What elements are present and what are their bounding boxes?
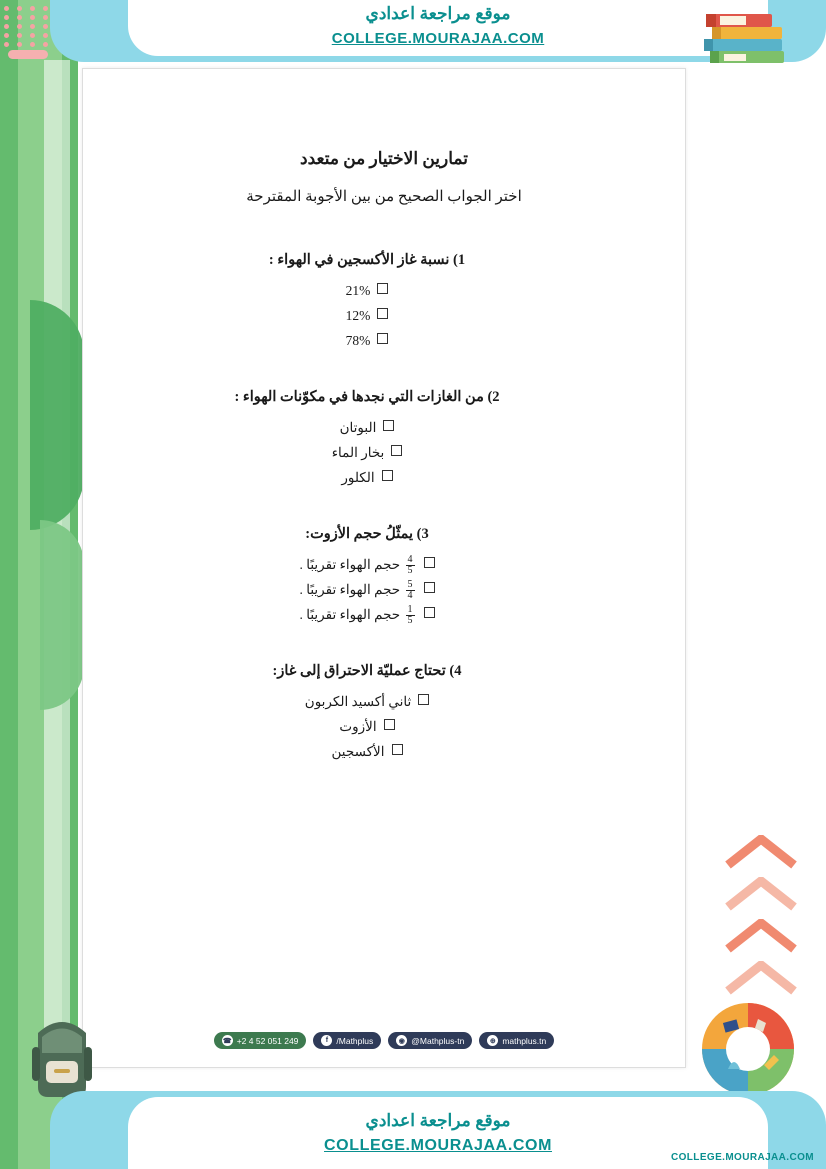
social-pill-label: /Mathplus	[336, 1035, 374, 1046]
fraction-numerator: 5	[407, 578, 413, 590]
checkbox-icon[interactable]	[384, 719, 395, 730]
option-row[interactable]	[83, 303, 651, 328]
chevron-decoration-2	[724, 877, 798, 911]
checkbox-icon[interactable]	[377, 283, 388, 294]
option-row[interactable]	[83, 415, 651, 440]
checkbox-icon[interactable]	[377, 308, 388, 319]
social-pill[interactable]	[388, 1032, 472, 1049]
header-title: موقع مراجعة اعدادي	[365, 4, 511, 23]
option-list	[83, 415, 651, 490]
chevron-decoration-4	[724, 961, 798, 995]
leaf-shape-1	[30, 300, 84, 530]
fraction	[406, 555, 415, 577]
question-text: 1) نسبة غاز الأكسجين في الهواء :	[268, 252, 466, 268]
option-list	[83, 278, 651, 353]
option-label: حجم الهواء تقريبًا .	[299, 582, 401, 597]
books-illustration-icon	[698, 8, 802, 72]
question-block	[83, 663, 685, 764]
question-list	[83, 252, 685, 764]
worksheet-content	[83, 149, 685, 800]
option-label: 78%	[345, 333, 371, 348]
option-row[interactable]	[83, 465, 651, 490]
option-label: الأزوت	[339, 719, 377, 734]
social-pill-label: @Mathplus-tn	[411, 1035, 465, 1046]
option-row[interactable]	[83, 602, 651, 627]
footer-corner-credit: COLLEGE.MOURAJAA.COM	[671, 1152, 814, 1163]
checkbox-icon[interactable]	[424, 557, 435, 568]
option-label: 12%	[345, 308, 371, 323]
option-label: البوتان	[339, 420, 377, 435]
fraction	[406, 605, 415, 627]
option-row[interactable]	[83, 552, 651, 577]
option-row[interactable]	[83, 278, 651, 303]
instagram-icon: ◉	[396, 1035, 407, 1046]
social-pill[interactable]	[479, 1032, 554, 1049]
fraction-denominator: 5	[407, 615, 413, 627]
question-text: 4) تحتاج عمليّة الاحتراق إلى غاز:	[272, 663, 462, 679]
social-pill[interactable]	[313, 1032, 381, 1049]
pink-strip-2	[8, 50, 48, 59]
fraction-numerator: 1	[407, 603, 413, 615]
question-block	[83, 252, 685, 353]
fraction-denominator: 5	[407, 565, 413, 577]
checkbox-icon[interactable]	[418, 694, 429, 705]
option-row[interactable]	[83, 328, 651, 353]
question-text: 3) يمثّلُ حجم الأزوت:	[305, 526, 429, 542]
science-badge-icon	[698, 999, 798, 1099]
footer-url: COLLEGE.MOURAJAA.COM	[324, 1137, 552, 1154]
phone-icon: ☎	[222, 1035, 233, 1046]
chevron-decoration-3	[724, 919, 798, 953]
fraction-numerator: 4	[407, 553, 413, 565]
social-pill-bar	[83, 1032, 685, 1049]
worksheet-sheet	[82, 68, 686, 1068]
chevron-decoration-1	[724, 835, 798, 869]
option-row[interactable]	[83, 739, 651, 764]
header-url: COLLEGE.MOURAJAA.COM	[331, 30, 545, 47]
fraction	[406, 580, 415, 602]
option-list	[83, 552, 651, 627]
checkbox-icon[interactable]	[392, 744, 403, 755]
question-block	[83, 526, 685, 627]
option-row[interactable]	[83, 689, 651, 714]
option-label: الأكسجين	[331, 744, 385, 759]
footer-title: موقع مراجعة اعدادي	[365, 1111, 511, 1130]
option-label: الكلور	[341, 470, 375, 485]
checkbox-icon[interactable]	[424, 582, 435, 593]
checkbox-icon[interactable]	[383, 420, 394, 431]
option-label: حجم الهواء تقريبًا .	[299, 557, 401, 572]
checkbox-icon[interactable]	[424, 607, 435, 618]
worksheet-subtitle: اختر الجواب الصحيح من بين الأجوبة المقترحة	[246, 189, 522, 205]
globe-icon: ⊕	[487, 1035, 498, 1046]
option-row[interactable]	[83, 440, 651, 465]
question-text: 2) من الغازات التي نجدها في مكوّنات الهواء :	[234, 389, 500, 405]
facebook-icon: f	[321, 1035, 332, 1046]
worksheet-title: تمارين الاختيار من متعدد	[300, 149, 468, 168]
fraction-denominator: 4	[407, 590, 413, 602]
option-label: حجم الهواء تقريبًا .	[299, 607, 401, 622]
social-pill-label: mathplus.tn	[502, 1035, 547, 1046]
checkbox-icon[interactable]	[382, 470, 393, 481]
leaf-shape-2	[40, 520, 84, 710]
option-list	[83, 689, 651, 764]
option-row[interactable]	[83, 714, 651, 739]
social-pill-label: +2 4 52 051 249	[236, 1035, 299, 1046]
option-label: ثاني أكسيد الكربون	[304, 694, 412, 709]
option-label: 21%	[345, 283, 371, 298]
option-row[interactable]	[83, 577, 651, 602]
question-block	[83, 389, 685, 490]
social-pill[interactable]	[214, 1032, 307, 1049]
option-label: بخار الماء	[331, 445, 385, 460]
checkbox-icon[interactable]	[377, 333, 388, 344]
checkbox-icon[interactable]	[391, 445, 402, 456]
